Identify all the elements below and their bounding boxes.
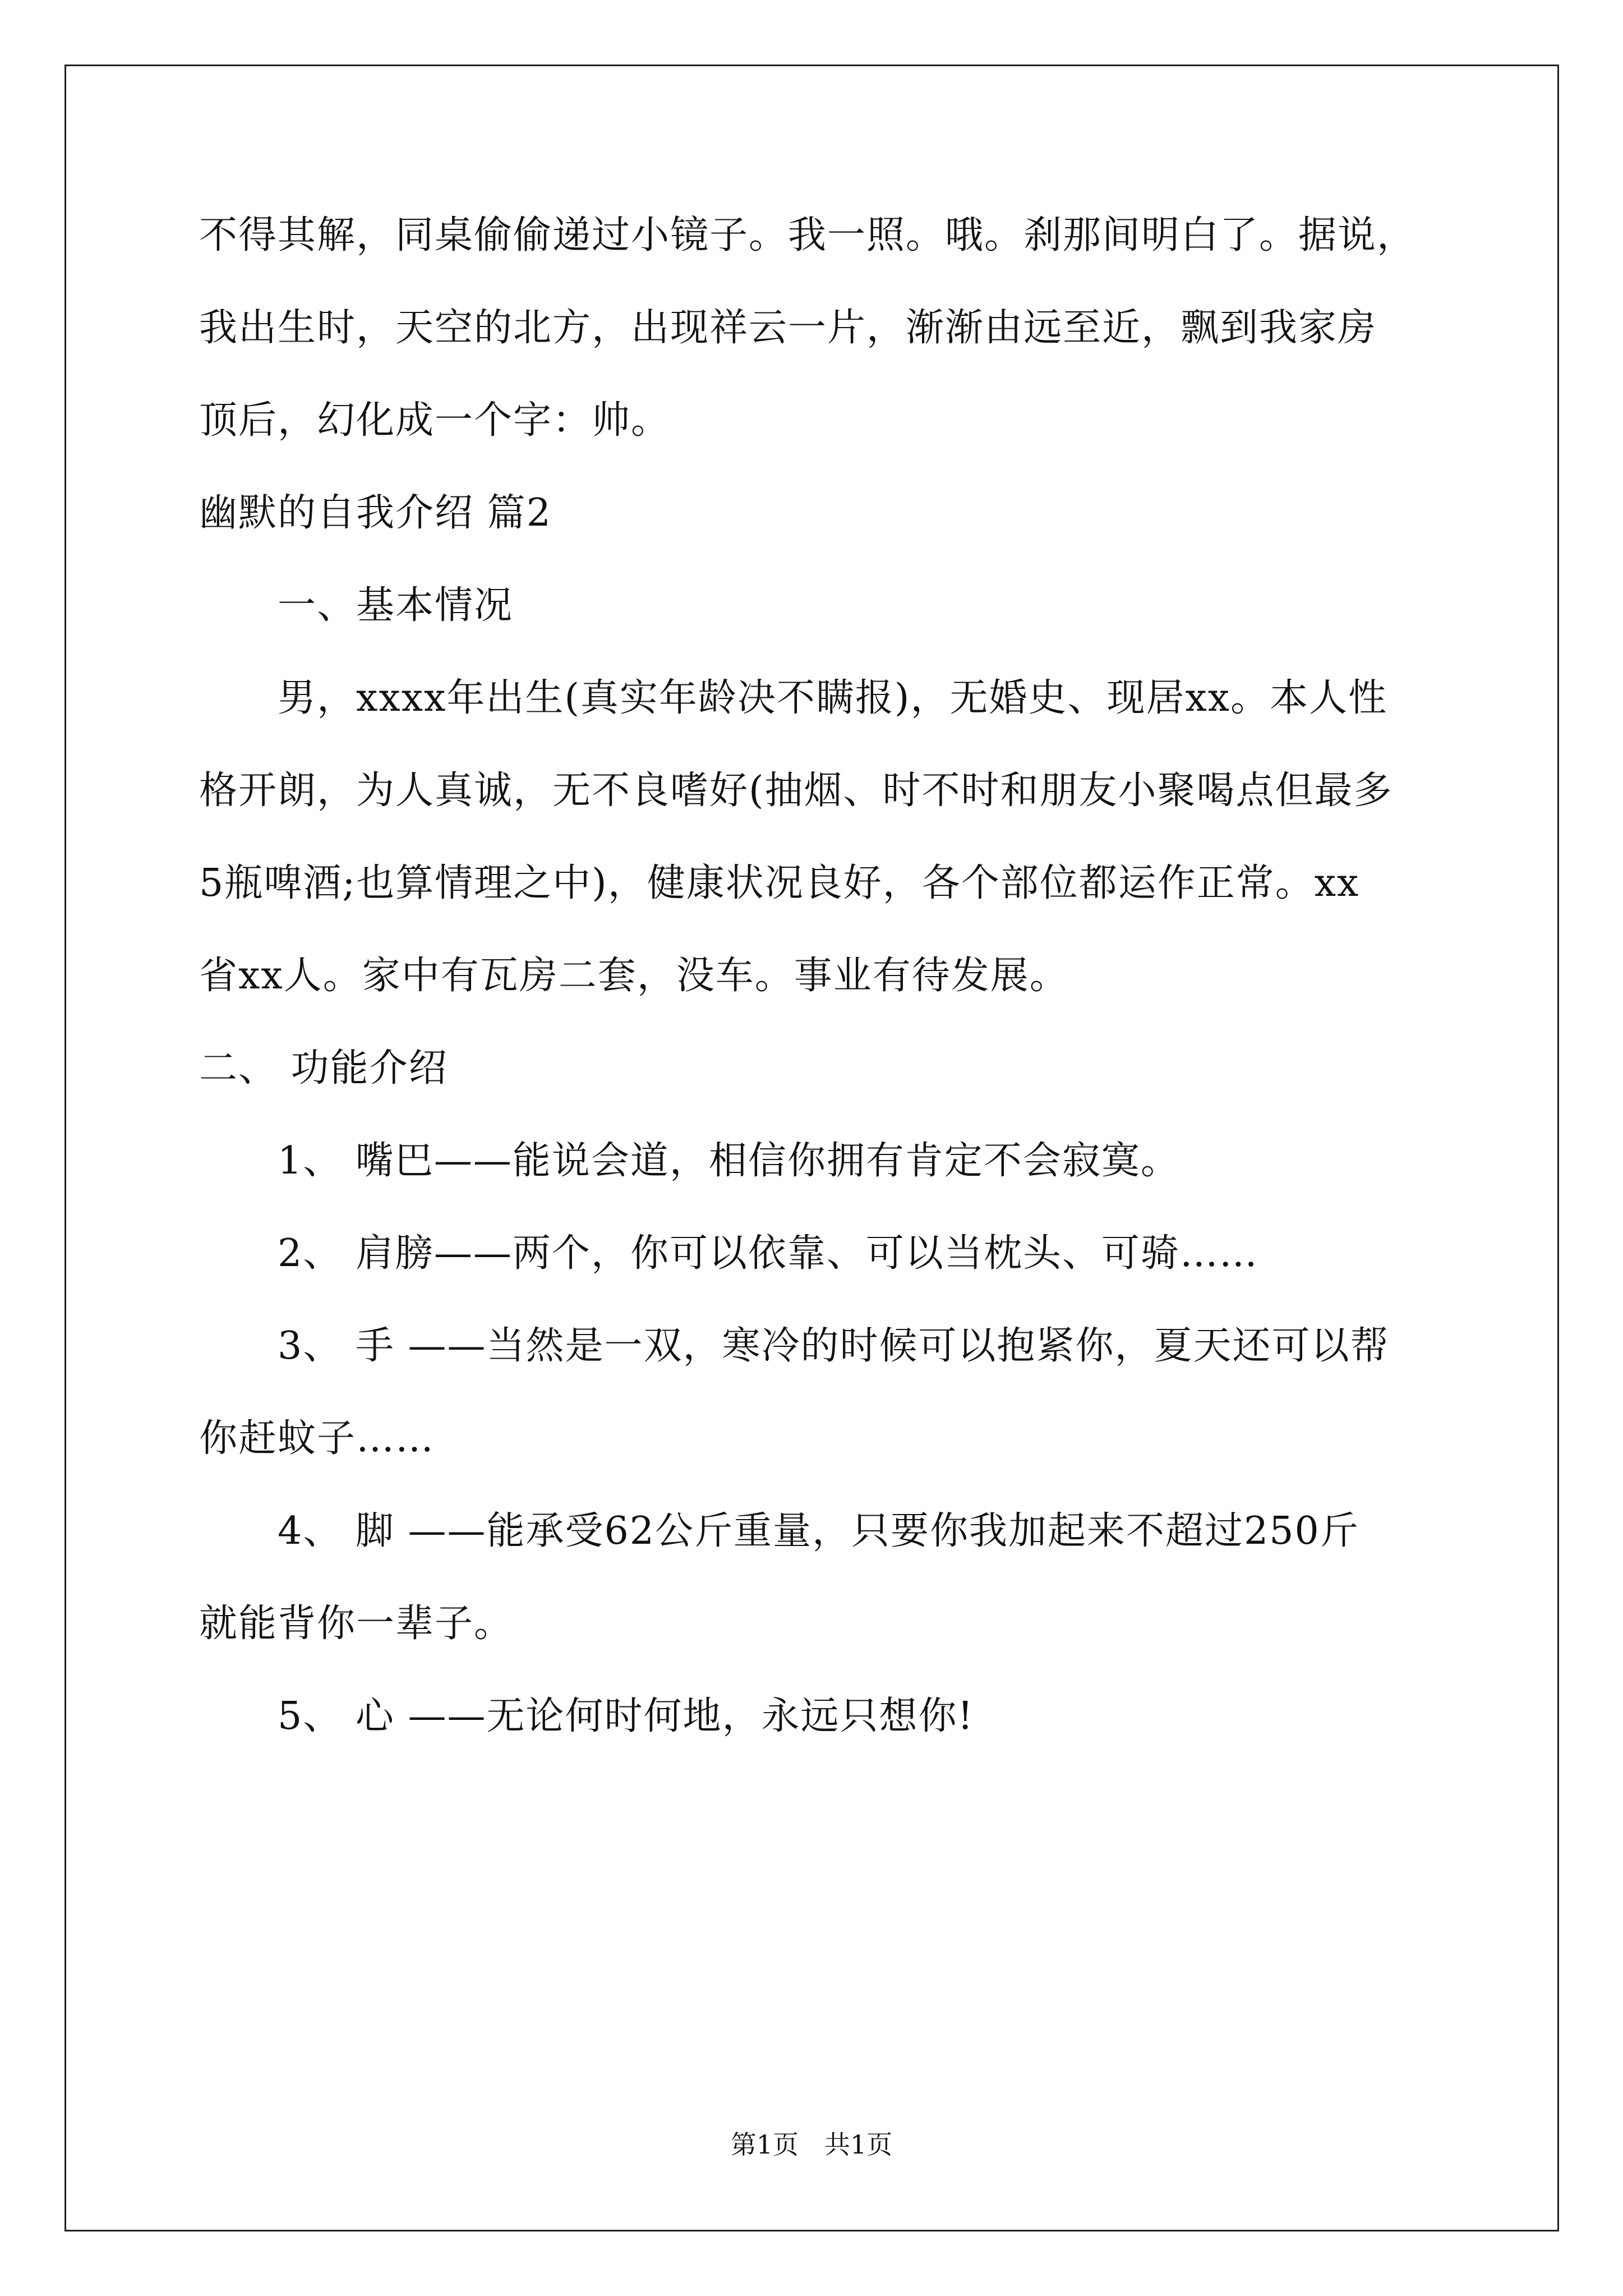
list-item: 1、 嘴巴——能说会道，相信你拥有肯定不会寂寞。 bbox=[278, 1139, 1180, 1183]
paragraph-line: 省xx人。家中有瓦房二套，没车。事业有待发展。 bbox=[199, 954, 1069, 998]
list-item-continuation: 就能背你一辈子。 bbox=[199, 1602, 514, 1646]
list-item-continuation: 你赶蚊子…… bbox=[199, 1416, 435, 1461]
paragraph-line: 5瓶啤酒;也算情理之中)，健康状况良好，各个部位都运作正常。xx bbox=[199, 861, 1360, 905]
paragraph-line: 顶后，幻化成一个字：帅。 bbox=[199, 398, 671, 443]
paragraph-line: 格开朗，为人真诚，无不良嗜好(抽烟、时不时和朋友小聚喝点但最多 bbox=[199, 769, 1393, 813]
page-footer: 第1页 共1页 bbox=[730, 2129, 893, 2160]
paragraph-line: 不得其解，同桌偷偷递过小镜子。我一照。哦。刹那间明白了。据说， bbox=[199, 213, 1417, 257]
paragraph-line: 我出生时，天空的北方，出现祥云一片，渐渐由远至近，飘到我家房 bbox=[199, 306, 1377, 350]
list-item: 3、 手 ——当然是一双，寒冷的时候可以抱紧你，夏天还可以帮 bbox=[278, 1324, 1390, 1368]
list-item: 2、 肩膀——两个，你可以依靠、可以当枕头、可骑…… bbox=[278, 1231, 1258, 1276]
paragraph-line: 男，xxxx年出生(真实年龄决不瞒报)，无婚史、现居xx。本人性 bbox=[278, 676, 1388, 720]
section-heading: 二、 功能介绍 bbox=[199, 1046, 448, 1091]
section-title: 幽默的自我介绍 篇2 bbox=[199, 491, 552, 535]
section-heading: 一、基本情况 bbox=[278, 583, 514, 628]
list-item: 5、 心 ——无论何时何地，永远只想你! bbox=[278, 1694, 974, 1738]
list-item: 4、 脚 ——能承受62公斤重量，只要你我加起来不超过250斤 bbox=[278, 1509, 1359, 1553]
